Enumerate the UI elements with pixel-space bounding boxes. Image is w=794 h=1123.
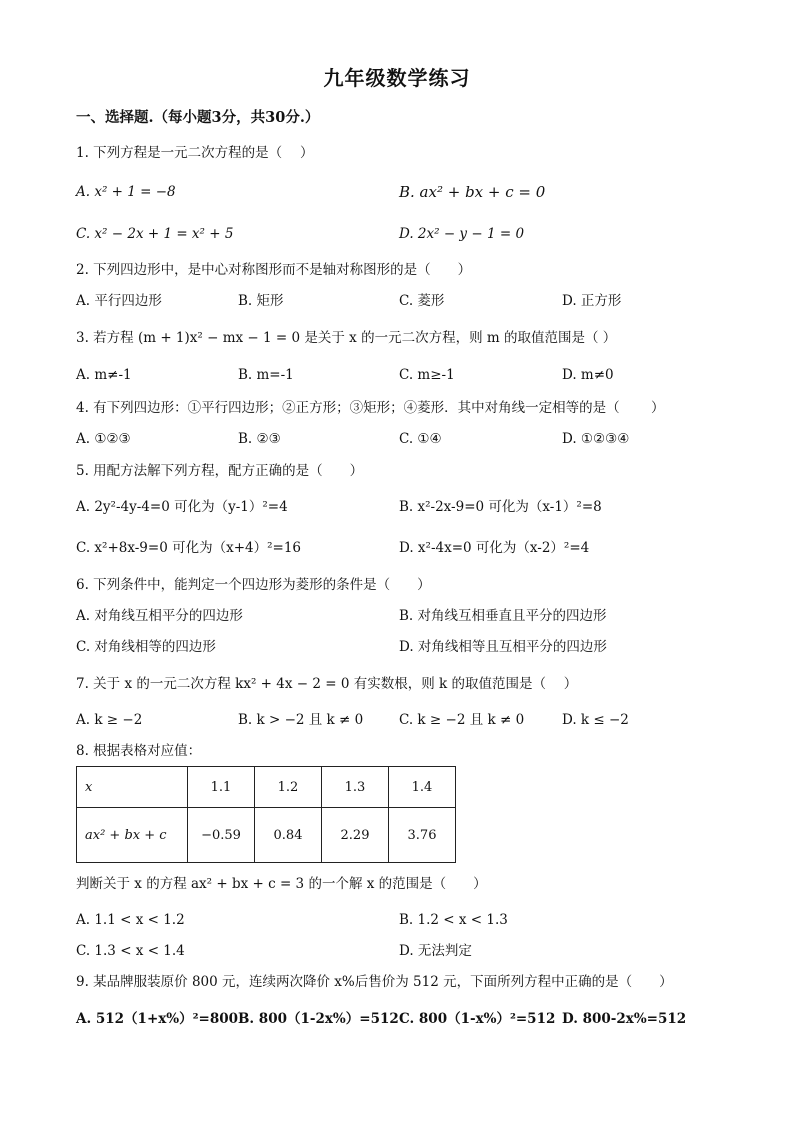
question-8-option-d: D. 无法判定	[399, 943, 472, 959]
question-1-stem: 1. 下列方程是一元二次方程的是（ ）	[76, 145, 314, 161]
question-1-option-d: D. 2x² − y − 1 = 0	[399, 226, 525, 242]
question-4-option-a: A. ①②③	[76, 431, 131, 447]
question-8-stem: 8. 根据表格对应值：	[76, 743, 202, 759]
question-7-stem: 7. 关于 x 的一元二次方程 kx² + 4x − 2 = 0 有实数根，则 k 的取值范围是（ ）	[76, 676, 578, 692]
table-cell: 1.1	[188, 767, 255, 808]
question-7-option-d: D. k ≤ −2	[562, 712, 629, 728]
question-3-stem: 3. 若方程 (m + 1)x² − mx − 1 = 0 是关于 x 的一元二次方程，则 m 的取值范围是（ ）	[76, 330, 617, 346]
value-table	[76, 766, 456, 863]
question-5-option-d: D. x²-4x=0 可化为（x-2）²=4	[399, 540, 590, 556]
question-6-stem: 6. 下列条件中，能判定一个四边形为菱形的条件是（ ）	[76, 577, 431, 593]
question-4-option-c: C. ①④	[399, 431, 442, 447]
question-8-option-c: C. 1.3 < x < 1.4	[76, 943, 185, 959]
table-cell: 1.3	[322, 767, 389, 808]
question-3-option-c: C. m≥-1	[399, 367, 455, 383]
question-9-option-d: D. 800-2x%=512	[562, 1011, 687, 1027]
question-8-option-b: B. 1.2 < x < 1.3	[399, 912, 508, 928]
question-6-option-d: D. 对角线相等且互相平分的四边形	[399, 639, 607, 655]
question-3-option-d: D. m≠0	[562, 367, 614, 383]
question-8-option-a: A. 1.1 < x < 1.2	[76, 912, 185, 928]
question-3-option-b: B. m=-1	[238, 367, 294, 383]
question-5-stem: 5. 用配方法解下列方程，配方正确的是（ ）	[76, 463, 364, 479]
question-5-option-a: A. 2y²-4y-4=0 可化为（y-1）²=4	[76, 499, 288, 515]
page-title: 九年级数学练习	[323, 66, 471, 90]
table-cell: 1.4	[389, 767, 456, 808]
table-cell: ax² + bx + c	[77, 808, 188, 863]
question-2-option-b: B. 矩形	[238, 293, 284, 309]
question-5-option-b: B. x²-2x-9=0 可化为（x-1）²=8	[399, 499, 602, 515]
question-2-option-c: C. 菱形	[399, 293, 445, 309]
table-cell: −0.59	[188, 808, 255, 863]
question-3-option-a: A. m≠-1	[76, 367, 132, 383]
table-cell: 1.2	[255, 767, 322, 808]
question-6-option-c: C. 对角线相等的四边形	[76, 639, 216, 655]
question-1-option-b: B. ax² + bx + c = 0	[399, 183, 546, 201]
question-6-option-a: A. 对角线互相平分的四边形	[76, 608, 243, 624]
table-cell: x	[77, 767, 188, 808]
table-cell: 0.84	[255, 808, 322, 863]
question-7-option-b: B. k > −2 且 k ≠ 0	[238, 712, 364, 728]
question-1-option-c: C. x² − 2x + 1 = x² + 5	[76, 226, 234, 242]
question-1-option-a: A. x² + 1 = −8	[76, 184, 176, 200]
question-7-option-a: A. k ≥ −2	[76, 712, 143, 728]
question-9-option-a: A. 512（1+x%）²=800	[76, 1011, 239, 1027]
question-5-option-c: C. x²+8x-9=0 可化为（x+4）²=16	[76, 540, 301, 556]
question-2-stem: 2. 下列四边形中，是中心对称图形而不是轴对称图形的是（ ）	[76, 262, 472, 278]
table-cell: 3.76	[389, 808, 456, 863]
question-8-judge: 判断关于 x 的方程 ax² + bx + c = 3 的一个解 x 的范围是（ ）	[76, 876, 487, 892]
table-cell: 2.29	[322, 808, 389, 863]
table-row	[77, 808, 456, 863]
question-9-stem: 9. 某品牌服装原价 800 元，连续两次降价 x%后售价为 512 元，下面所列方程中正确的是（ ）	[76, 974, 673, 990]
question-4-option-d: D. ①②③④	[562, 431, 630, 447]
question-2-option-a: A. 平行四边形	[76, 293, 162, 309]
table-row	[77, 767, 456, 808]
question-4-option-b: B. ②③	[238, 431, 281, 447]
question-6-option-b: B. 对角线互相垂直且平分的四边形	[399, 608, 607, 624]
question-9-option-b: B. 800（1-2x%）=512	[238, 1011, 399, 1027]
question-7-option-c: C. k ≥ −2 且 k ≠ 0	[399, 712, 525, 728]
section-heading: 一、选择题.（每小题3分，共30分.）	[76, 109, 320, 126]
question-4-stem: 4. 有下列四边形：①平行四边形；②正方形；③矩形；④菱形．其中对角线一定相等的是（ ）	[76, 400, 665, 416]
question-2-option-d: D. 正方形	[562, 293, 622, 309]
question-9-option-c: C. 800（1-x%）²=512	[399, 1011, 556, 1027]
